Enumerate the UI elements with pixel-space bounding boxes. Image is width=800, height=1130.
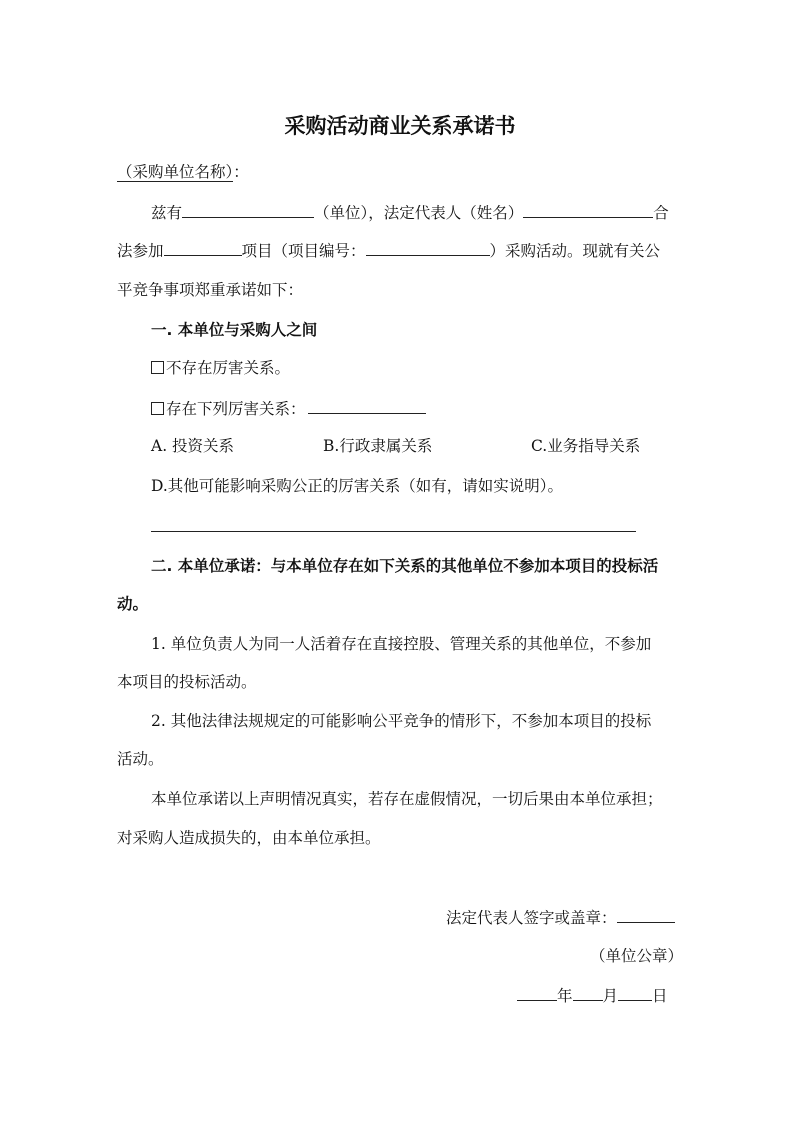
intro-line-3: 平竞争事项郑重承诺如下： <box>117 281 304 299</box>
intro-text: 合 <box>653 204 669 222</box>
month-blank[interactable] <box>573 985 603 1001</box>
section2-heading: 二. 本单位承诺：与本单位存在如下关系的其他单位不参加本项目的投标活 <box>151 557 659 575</box>
year-blank[interactable] <box>517 985 557 1001</box>
document-title: 采购活动商业关系承诺书 <box>284 114 516 138</box>
choice-a: A. 投资关系 <box>151 437 235 455</box>
item1-line2: 本项目的投标活动。 <box>117 673 257 691</box>
recipient-line <box>117 162 249 182</box>
choice-b: B.行政隶属关系 <box>323 437 433 455</box>
item2-line1: 2. 其他法律法规规定的可能影响公平竞争的情形下，不参加本项目的投标 <box>151 712 652 730</box>
unit-blank[interactable] <box>182 202 314 218</box>
closing-line2: 对采购人造成损失的，由本单位承担。 <box>117 829 381 847</box>
intro-text: （单位），法定代表人（姓名） <box>314 204 524 222</box>
unit-seal-label: （单位公章） <box>590 947 684 965</box>
day-label: 日 <box>652 987 668 1005</box>
option-label: 存在下列厉害关系： <box>166 400 306 418</box>
signature-blank[interactable] <box>617 907 675 923</box>
intro-text: 兹有 <box>151 204 183 222</box>
signature-line <box>446 907 675 928</box>
day-blank[interactable] <box>618 985 652 1001</box>
option-no-relation <box>151 358 290 378</box>
option-relation <box>151 398 426 419</box>
explanation-line[interactable] <box>151 531 636 532</box>
intro-line-1 <box>151 202 669 223</box>
representative-name-blank[interactable] <box>523 202 653 218</box>
intro-text: ）采购活动。现就有关公 <box>489 242 661 260</box>
year-label: 年 <box>557 987 573 1005</box>
item2-line2: 活动。 <box>117 750 164 768</box>
project-name-blank[interactable] <box>164 240 242 256</box>
date-line <box>517 985 668 1006</box>
section1-heading: 一. 本单位与采购人之间 <box>151 321 318 339</box>
relation-blank[interactable] <box>308 398 426 414</box>
closing-line1: 本单位承诺以上声明情况真实，若存在虚假情况，一切后果由本单位承担； <box>151 790 663 808</box>
project-number-blank[interactable] <box>366 240 490 256</box>
choice-d: D.其他可能影响采购公正的厉害关系（如有，请如实说明）。 <box>151 477 564 495</box>
item1-line1: 1. 单位负责人为同一人活着存在直接控股、管理关系的其他单位，不参加 <box>151 635 652 653</box>
intro-text: 法参加 <box>117 242 164 260</box>
intro-text: 项目（项目编号： <box>241 242 366 260</box>
checkbox[interactable] <box>151 361 164 374</box>
option-label: 不存在厉害关系。 <box>166 359 291 377</box>
recipient-name: （采购单位名称） <box>117 163 234 181</box>
month-label: 月 <box>602 987 619 1005</box>
checkbox[interactable] <box>151 402 164 415</box>
recipient-colon: ： <box>233 163 249 181</box>
intro-line-2 <box>117 240 660 261</box>
choice-c: C.业务指导关系 <box>531 437 641 455</box>
section2-heading-cont: 动。 <box>117 595 149 613</box>
signature-label: 法定代表人签字或盖章： <box>446 909 617 927</box>
